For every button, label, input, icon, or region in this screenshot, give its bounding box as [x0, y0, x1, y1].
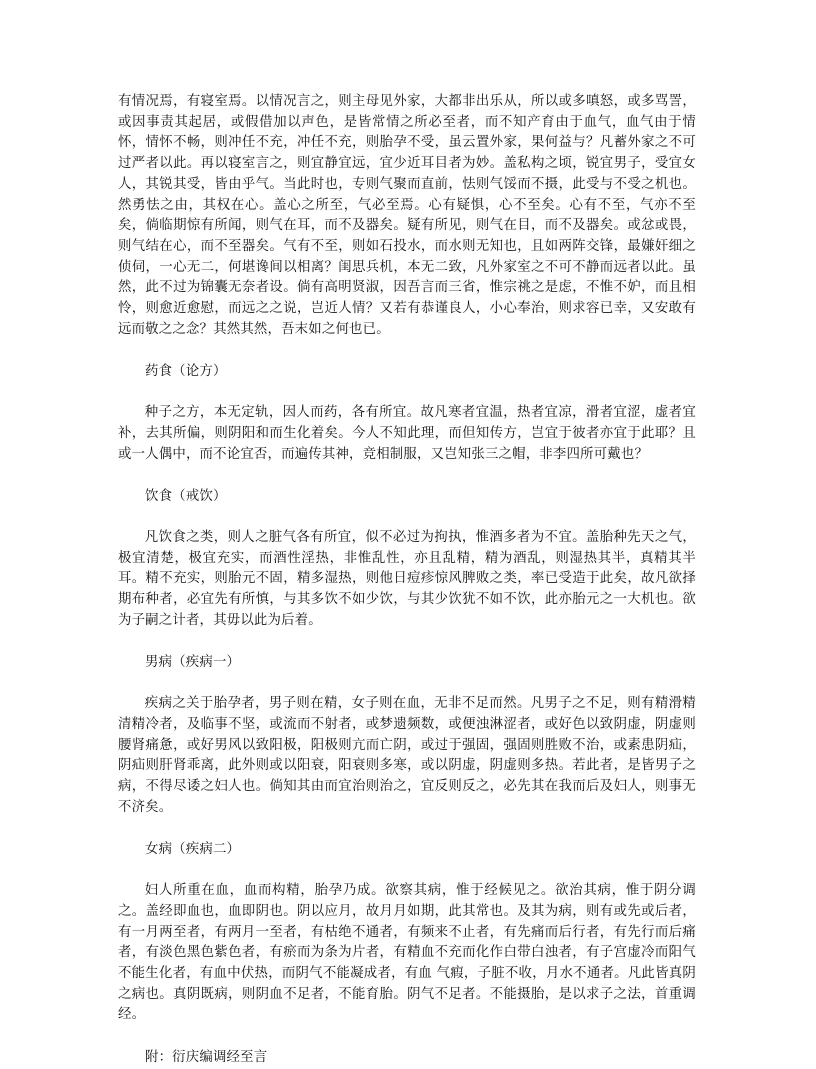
- paragraph-spacer: [118, 340, 696, 362]
- section-heading-male-illness: 男病（疾病一）: [145, 655, 241, 671]
- section-heading-medicine: 药食（论方）: [145, 364, 227, 380]
- heading-spacer: [118, 861, 696, 881]
- paragraph-spacer: [118, 818, 696, 840]
- heading-spacer: [118, 383, 696, 403]
- document-page: [118, 92, 696, 1069]
- body-paragraph: 有情况焉，有寝室焉。以情况言之，则主母见外家，大都非出乐从，所以或多嗔怒，或多骂詈，或因事责其起居，或假借加以声色，是皆常情之所必至者，而不知产育由于血气，血气由于情怀，情怀不畅，则冲任不充，冲任不充，则胎孕不受，虽云置外家，果何益与？凡蓄外家之不可过严者以此。再以寝室言之，则宜静宜远，宜少近耳目者为妙。盖私构之顷，锐宜男子，受宜女人，其锐其受，皆由乎气。当此时也，专则气聚而直前，怯则气馁而不摄，此受与不受之机也。然勇怯之由，其权在心。盖心之所至，气必至焉。心有疑惧，心不至矣。心有不至，气亦不至矣，倘临期惊有所闻，则气在耳，而不及器矣。疑有所见，则气在目，而不及器矣。或忿或畏，则气结在心，而不至器矣。气有不至，则如石投水，而水则无知也，且如两阵交锋，最嫌奸细之侦伺，一心无二，何堪谗间以相离？闺思兵机，本无二致，凡外家室之不可不静而远者以此。虽然，此不过为锦囊无奈者设。倘有高明贤淑，因吾言而三省，惟宗祧之是虑，不惟不妒，而且相怜，则愈近愈慰，而远之之说，岂近人情？又若有恭谨良人，小心奉治，则求容已幸，又安敢有远而敬之之念？其然其然，吾末如之何也已。: [118, 94, 696, 337]
- body-paragraph: 种子之方，本无定轨，因人而药，各有所宜。故凡寒者宜温，热者宜凉，滑者宜涩，虚者宜补，去其所偏，则阴阳和而生化着矣。今人不知此理，而但知传方，岂宜于彼者亦宜于此耶？且或一人偶中，而不论宜否，而遍传其神，竞相制服，又岂知张三之帽，非李四所可戴也？: [118, 405, 696, 462]
- section-heading-female-illness: 女病（疾病二）: [145, 842, 241, 858]
- paragraph-spacer: [118, 465, 696, 487]
- paragraph-spacer: [118, 631, 696, 653]
- heading-spacer: [118, 508, 696, 528]
- body-paragraph: 凡饮食之类，则人之脏气各有所宜，似不必过为拘执，惟酒多者为不宜。盖胎种先天之气，极宜清楚，极宜充实，而酒性淫热，非惟乱性，亦且乱精，精为酒乱，则湿热其半，真精其半耳。精不充实，则胎元不固，精多湿热，则他日痘疹惊风脾败之类，率已受造于此矣，故凡欲择期布种者，必宜先有所慎，与其多饮不如少饮，与其少饮犹不如不饮，此亦胎元之一大机也。欲为子嗣之计者，其毋以此为后着。: [118, 529, 696, 628]
- body-paragraph: 疾病之关于胎孕者，男子则在精，女子则在血，无非不足而然。凡男子之不足，则有精滑精清精冷者，及临事不坚，或流而不射者，或梦遗频数，或便浊淋涩者，或好色以致阴虚，阴虚则腰肾痛惫，或好男风以致阳极，阳极则亢而亡阴，或过于强固，强固则胜败不治，或素患阴疝，阴疝则肝肾乖离，此外则或以阳衰，阳衰则多寒，或以阴虚，阴虚则多热。若此者，是皆男子之病，不得尽诿之妇人也。倘知其由而宜治则治之，宜反则反之，必先其在我而后及妇人，则事无不济矣。: [118, 696, 696, 815]
- heading-spacer: [118, 674, 696, 694]
- section-heading-diet: 饮食（戒饮）: [145, 489, 227, 505]
- paragraph-spacer: [118, 1026, 696, 1048]
- body-paragraph: 妇人所重在血，血而构精，胎孕乃成。欲察其病，惟于经候见之。欲治其病，惟于阴分调之。盖经即血也，血即阴也。阴以应月，故月月如期，此其常也。及其为病，则有或先或后者，有一月两至者，有两月一至者，有枯绝不通者，有频来不止者，有先痛而后行者，有先行而后痛者，有淡色黑色紫色者，有瘀而为条为片者，有精血不充而化作白带白浊者，有子宫虚冷而阳气不能生化者，有血中伏热，而阴气不能凝成者，有血 气瘕，子脏不收，月水不通者。凡此皆真阴之病也。真阴既病，则阴血不足者，不能育胎。阴气不足者。不能摄胎，是以求子之法，首重调经。: [118, 883, 696, 1023]
- section-heading-appendix: 附：衍庆编调经至言: [145, 1050, 268, 1066]
